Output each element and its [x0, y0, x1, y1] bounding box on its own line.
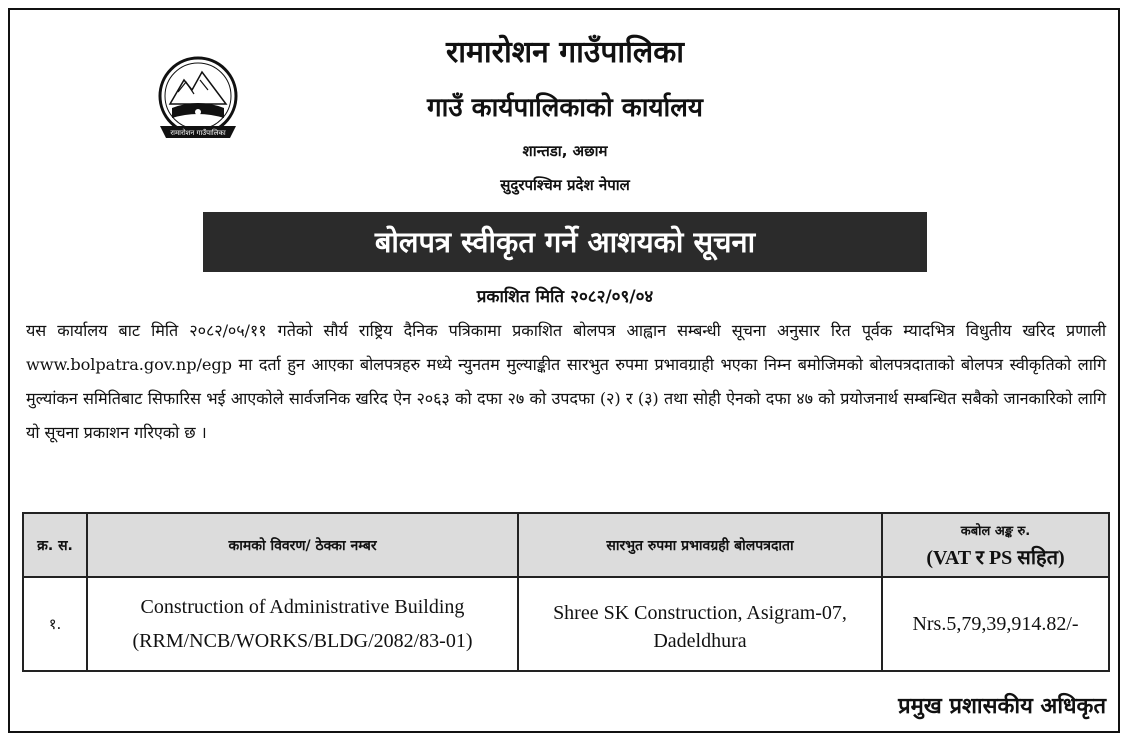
- header-price-line2: (VAT र PS सहित): [926, 546, 1065, 569]
- table-row: [23, 577, 1109, 671]
- office-name: गाउँ कार्यपालिकाको कार्यालय: [427, 93, 703, 123]
- row-description: [87, 577, 518, 671]
- award-table: [22, 512, 1110, 672]
- emblem-ribbon-text: रामारोशन गाउँपालिका: [170, 129, 226, 137]
- published-label: प्रकाशित मिति: [476, 287, 565, 307]
- header-price: [882, 513, 1109, 577]
- row-bidder: [518, 577, 882, 671]
- notice-body: यस कार्यालय बाट मिति २०८२/०५/११ गतेको सौर्य राष्ट्रिय दैनिक पत्रिकामा प्रकाशित बोलपत्र आह्वान सम्बन्धी सूचना अनुसार रित पूर्वक म्यादभित्र विधुतीय खरिद प्रणाली www.bolpatra.gov.np/egp मा दर्ता हुन आएका बोलपत्रहरु मध्ये न्युनतम मुल्याङ्कीत सारभुत रुपमा प्रभावग्राही भएका निम्न बमोजिमको बोलपत्रदाताको बोलपत्र स्वीकृतिको लागि मुल्यांकन समितिबाट सिफारिस भई आएकोले सार्वजनिक खरिद ऐन २०६३ को दफा २७ को उपदफा (२) र (३) तथा सोही ऐनको दफा ४७ को प्रयोजनार्थ सम्बन्धित सबैको जानकारिको लागि यो सूचना प्रकाशन गरिएको छ ।: [26, 321, 1106, 442]
- row-amount: Nrs.5,79,39,914.82/-: [882, 577, 1109, 671]
- province-name: सुदुरपश्चिम प्रदेश नेपाल: [500, 176, 630, 194]
- contract-number: (RRM/NCB/WORKS/BLDG/2082/83-01): [132, 630, 473, 652]
- published-date: २०८२/०९/०४: [570, 287, 654, 307]
- row-sn: १.: [23, 577, 87, 671]
- published-date-line: [0, 284, 1130, 307]
- table-header-row: [23, 513, 1109, 577]
- work-name: Construction of Administrative Building: [140, 596, 465, 618]
- bidder-location: Dadeldhura: [653, 630, 747, 652]
- header-price-line1: कबोल अङ्क रु.: [960, 523, 1031, 539]
- office-address: शान्तडा, अछाम: [522, 142, 608, 160]
- notice-title: बोलपत्र स्वीकृत गर्ने आशयको सूचना: [203, 212, 927, 272]
- header-sn: क्र. स.: [23, 513, 87, 577]
- header-bidder: सारभुत रुपमा प्रभावग्रही बोलपत्रदाता: [518, 513, 882, 577]
- header-description: कामको विवरण/ ठेक्का नम्बर: [87, 513, 518, 577]
- bidder-name: Shree SK Construction, Asigram-07,: [553, 602, 847, 624]
- signatory-title: प्रमुख प्रशासकीय अधिकृत: [898, 694, 1106, 719]
- municipality-name: रामारोशन गाउँपालिका: [445, 35, 685, 70]
